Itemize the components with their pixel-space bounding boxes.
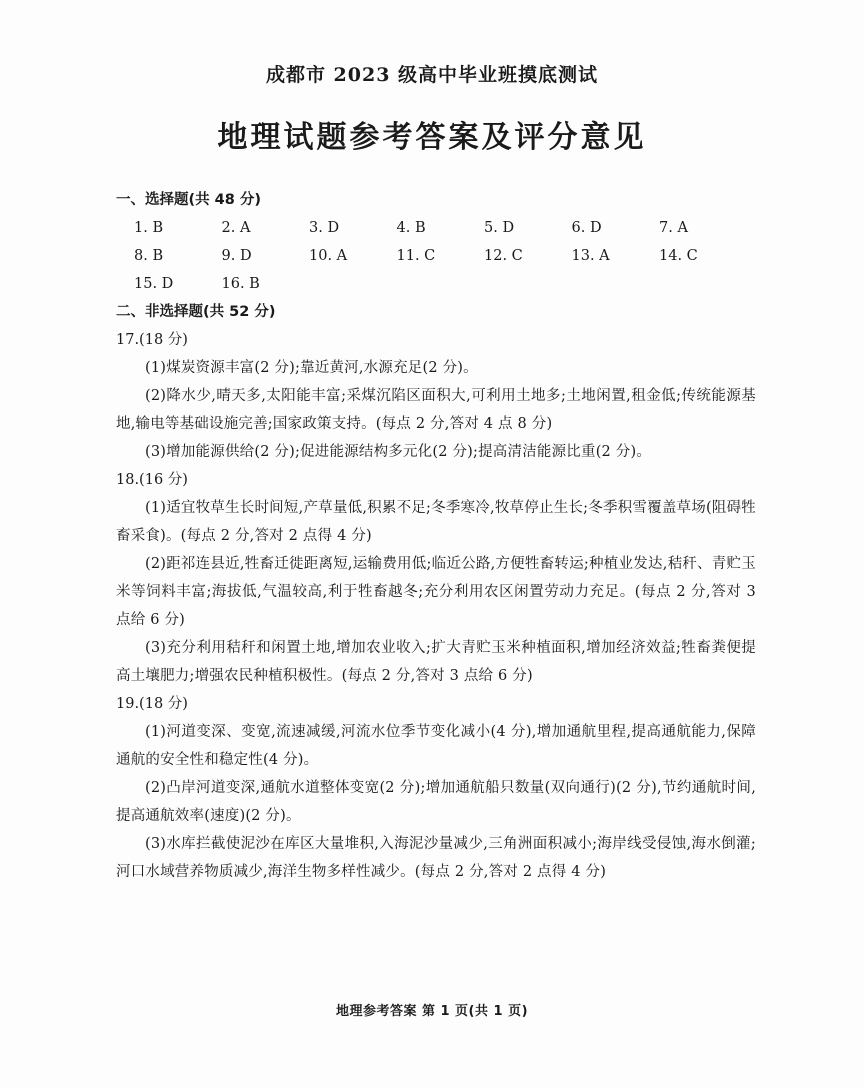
q17-answer-3: (3)增加能源供给(2 分);促进能源结构多元化(2 分);提高清洁能源比重(2 分)。	[145, 444, 652, 460]
multiple-choice-answers	[116, 214, 756, 298]
answer-item: 16. B	[221, 276, 260, 292]
section-1-heading: 一、选择题(共 48 分)	[116, 192, 262, 208]
answer-item: 4. B	[396, 220, 426, 236]
answer-item: 7. A	[659, 220, 688, 236]
q18-answer-1: (1)适宜牧草生长时间短,产草量低,积累不足;冬季寒冷,牧草停止生长;冬季积雪覆盖草场(阻碍牲畜采食)。(每点 2 分,答对 2 点得 4 分)	[116, 500, 756, 544]
answer-item: 6. D	[571, 220, 602, 236]
answer-item: 13. A	[571, 248, 610, 264]
answer-content	[116, 186, 756, 886]
question-18-label: 18.(16 分)	[116, 472, 188, 488]
answer-item: 1. B	[134, 220, 164, 236]
question-17-label: 17.(18 分)	[116, 332, 188, 348]
answer-item: 2. A	[221, 220, 251, 236]
answer-item: 9. D	[221, 248, 252, 264]
exam-subtitle: 成都市 2023 级高中毕业班摸底测试	[265, 64, 599, 86]
answer-item: 11. C	[396, 248, 436, 264]
section-2-heading: 二、非选择题(共 52 分)	[116, 304, 276, 320]
page-title: 地理试题参考答案及评分意见	[217, 120, 647, 155]
answer-item: 8. B	[134, 248, 164, 264]
q17-answer-2: (2)降水少,晴天多,太阳能丰富;采煤沉陷区面积大,可利用土地多;土地闲置,租金低;传统能源基地,输电等基础设施完善;国家政策支持。(每点 2 分,答对 4 点 8 分)	[116, 388, 756, 432]
q18-answer-3: (3)充分利用秸秆和闲置土地,增加农业收入;扩大青贮玉米种植面积,增加经济效益;牲畜粪便提高土壤肥力;增强农民种植积极性。(每点 2 分,答对 3 点给 6 分)	[116, 640, 756, 684]
q19-answer-3: (3)水库拦截使泥沙在库区大量堆积,入海泥沙量减少,三角洲面积减小;海岸线受侵蚀,海水倒灌;河口水域营养物质减少,海洋生物多样性减少。(每点 2 分,答对 2 点得 4 分)	[116, 836, 756, 880]
q18-answer-2: (2)距祁连县近,牲畜迁徙距离短,运输费用低;临近公路,方便牲畜转运;种植业发达,秸秆、青贮玉米等饲料丰富;海拔低,气温较高,利于牲畜越冬;充分利用农区闲置劳动力充足。(每点 2 分,答对 3 点给 6 分)	[116, 556, 756, 628]
answer-item: 10. A	[309, 248, 348, 264]
q19-answer-2: (2)凸岸河道变深,通航水道整体变宽(2 分);增加通航船只数量(双向通行)(2 分),节约通航时间,提高通航效率(速度)(2 分)。	[116, 780, 756, 824]
answer-item: 14. C	[659, 248, 698, 264]
page-footer: 地理参考答案 第 1 页(共 1 页)	[335, 1004, 529, 1019]
q17-answer-1: (1)煤炭资源丰富(2 分);靠近黄河,水源充足(2 分)。	[145, 360, 478, 376]
q19-answer-1: (1)河道变深、变宽,流速减缓,河流水位季节变化减小(4 分),增加通航里程,提高通航能力,保障通航的安全性和稳定性(4 分)。	[116, 724, 756, 768]
answer-item: 15. D	[134, 276, 174, 292]
answer-item: 3. D	[309, 220, 340, 236]
answer-item: 5. D	[484, 220, 515, 236]
answer-item: 12. C	[484, 248, 523, 264]
question-19-label: 19.(18 分)	[116, 696, 188, 712]
